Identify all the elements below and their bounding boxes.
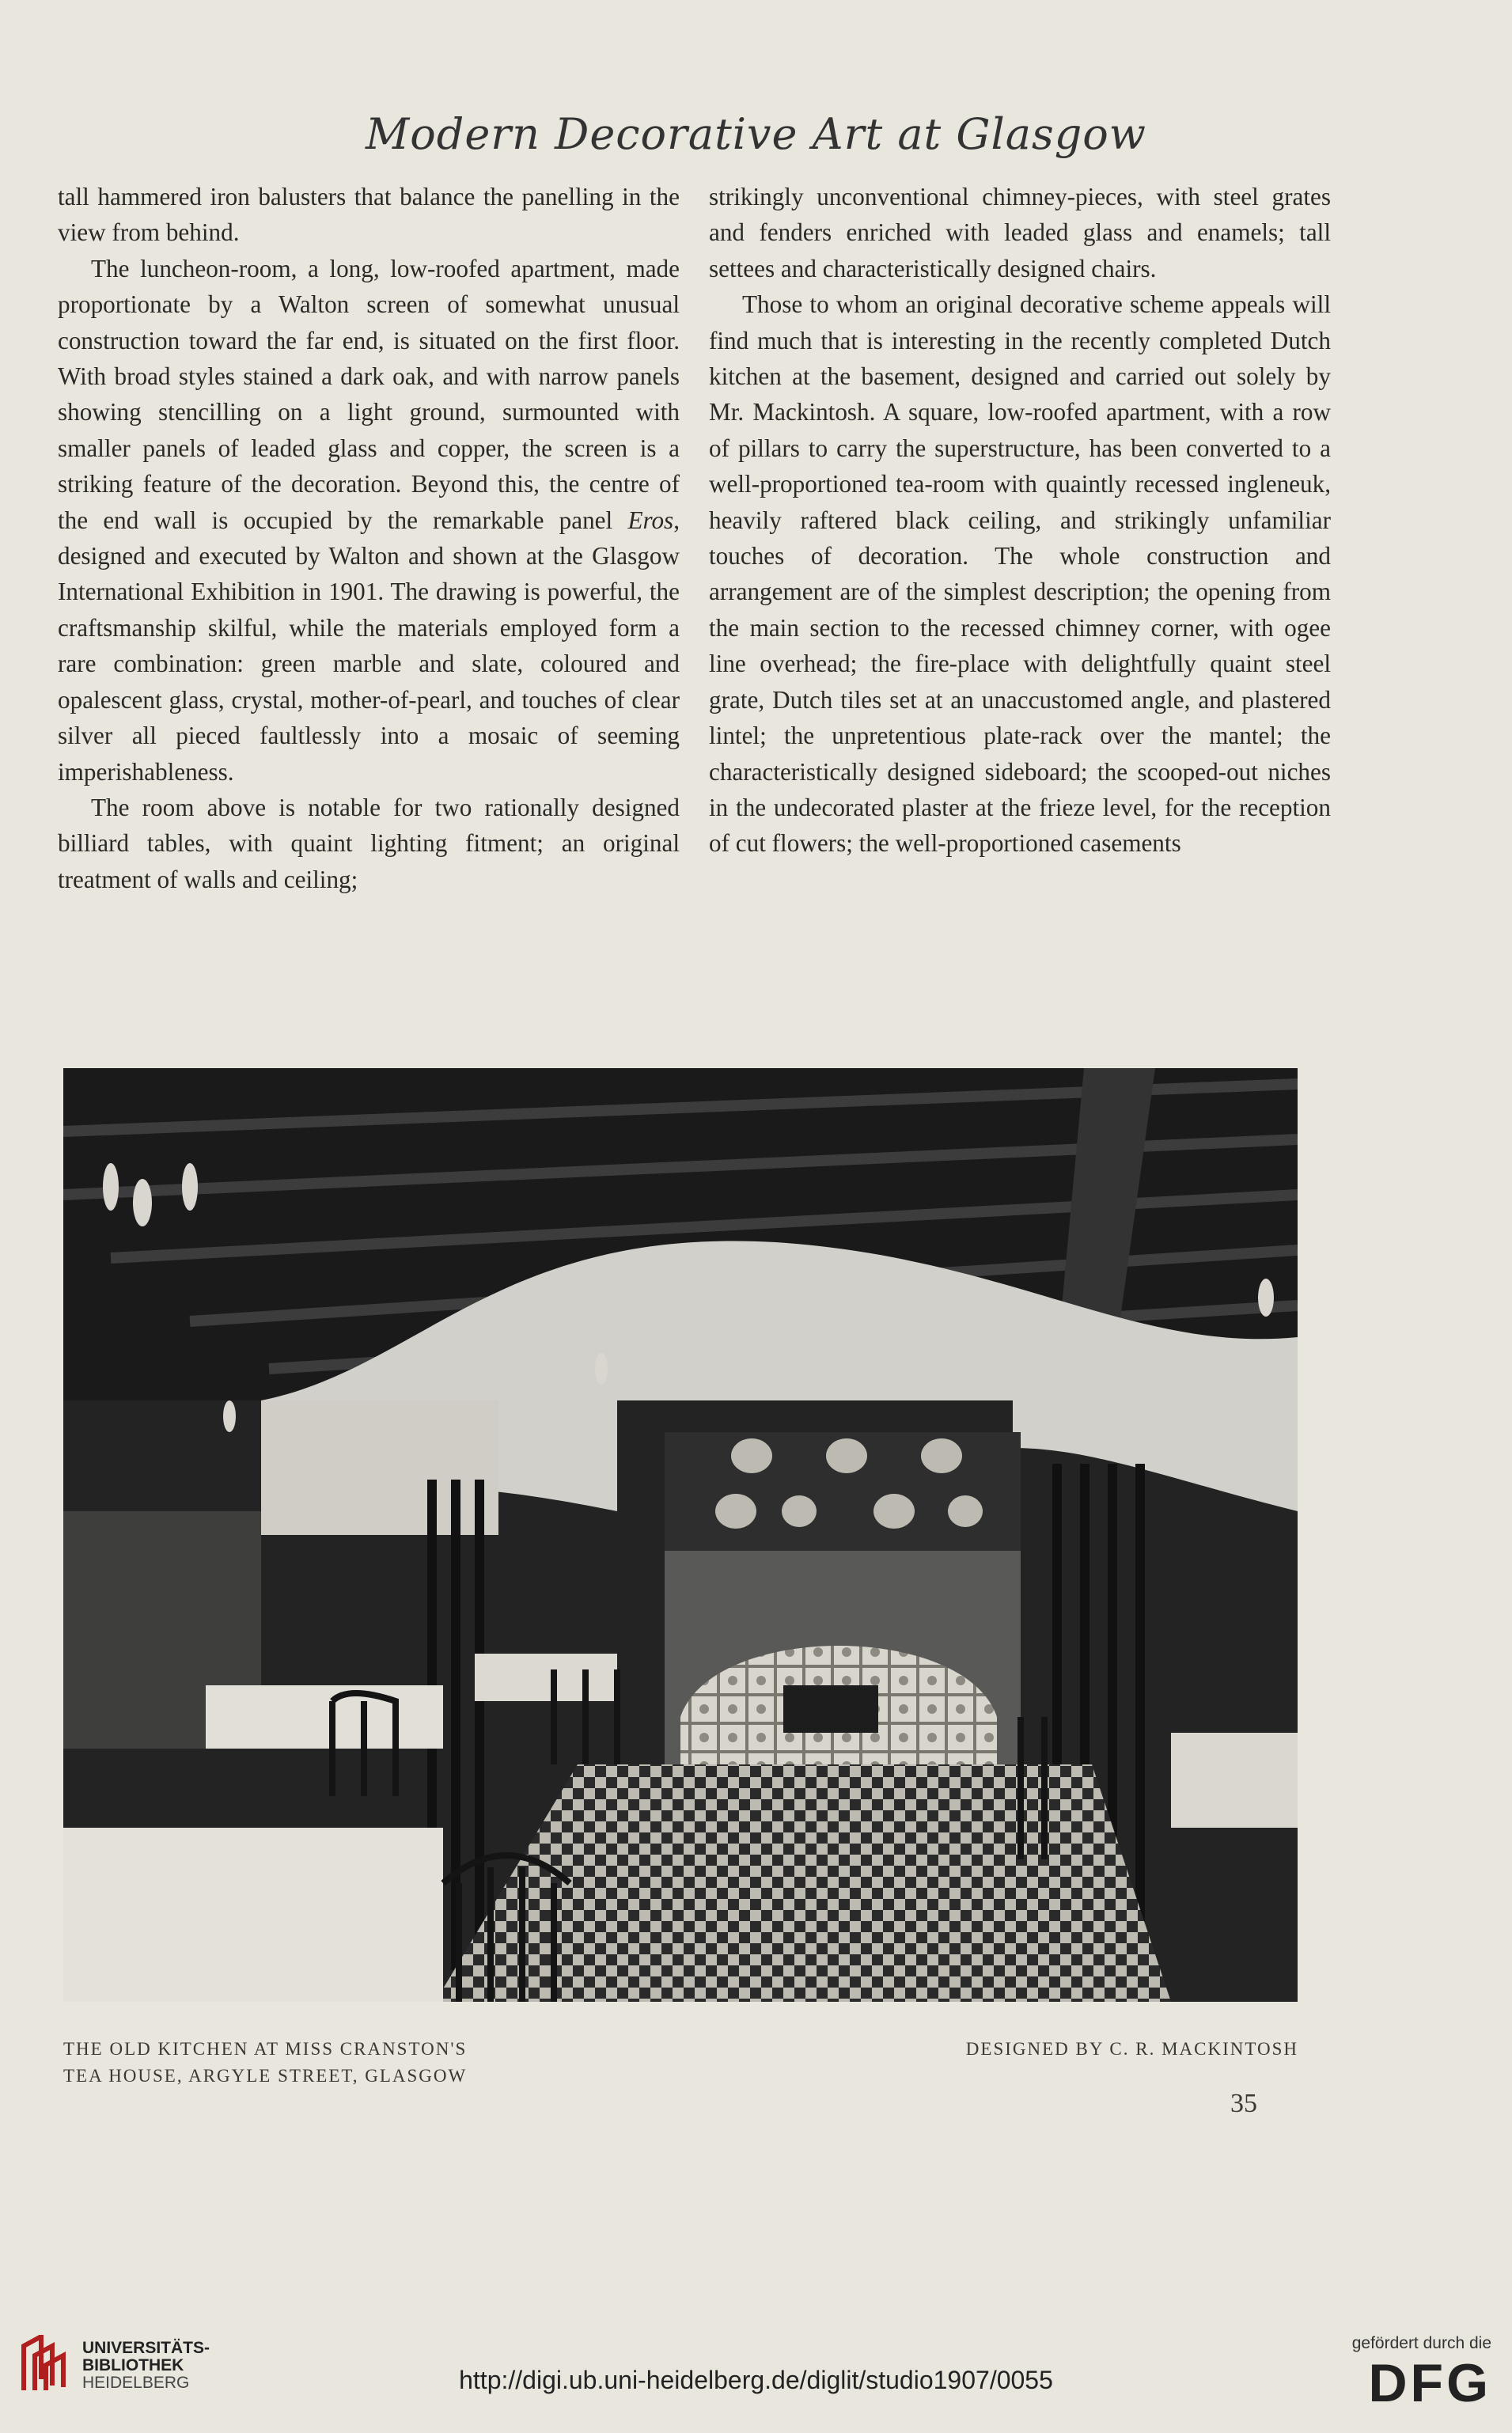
running-head: Modern Decorative Art at Glasgow — [365, 109, 1147, 159]
caption-line-2: TEA HOUSE, ARGYLE STREET, GLASGOW — [63, 2066, 468, 2086]
paragraph-2-text-b: , designed and executed by Walton and shown at the Glasgow International Exhibition in 1901. The drawing is powerful, the craftsmanship skilful, while the materials employed form a rare combination: green marble and slate, coloured and opalescent glass, crystal, mother-of-pearl, and touches of clear silver all pieced faultlessly into a mosaic of seeming imperishableness. — [58, 506, 680, 786]
paragraph-2-text-a: The luncheon-room, a long, low-roofed apartment, made proportionate by a Walton screen of somewhat unusual construction toward the far end, is situated on the first floor. With broad styles stained a dark oak, and with narrow panels showing stencilling on a light ground, surmounted with smaller panels of leaded glass and copper, the screen is a striking feature of the decoration. Beyond this, the centre of the end wall is occupied by the remarkable panel — [58, 254, 680, 534]
source-url-link[interactable]: http://digi.ub.uni-heidelberg.de/diglit/studio1907/0055 — [459, 2366, 1053, 2394]
page-number: 35 — [1230, 2089, 1257, 2118]
library-name-line-2: BIBLIOTHEK — [82, 2356, 184, 2374]
left-text-column — [58, 179, 680, 897]
paragraph-3: The room above is notable for two rationally designed billiard tables, with quaint lighting fitment; an original treatment of walls and ceiling; — [58, 793, 680, 893]
sponsor-block[interactable] — [1309, 2334, 1491, 2413]
caption-line-1: THE OLD KITCHEN AT MISS CRANSTON'S — [63, 2039, 468, 2059]
library-name-line-3: HEIDELBERG — [82, 2374, 190, 2392]
photograph-illustration — [63, 1068, 1298, 2002]
sponsor-label: gefördert durch die — [1351, 2334, 1491, 2352]
paragraph-5: Those to whom an original decorative scheme appeals will find much that is interesting in the recently completed Dutch kitchen at the basement, designed and carried out solely by Mr. Mackintosh. A square, low-roofed apartment, with a row of pillars to carry the superstructure, has been converted to a well-proportioned tea-room with quaintly recessed ingleneuk, heavily raftered black ceiling, and strikingly unfamiliar touches of decoration. The whole construction and arrangement are of the simplest description; the opening from the main section to the recessed chimney corner, with ogee line overhead; the fire-place with delightfully quaint steel grate, Dutch tiles set at an unaccustomed angle, and plastered lintel; the unpretentious plate-rack over the mantel; the characteristically designed sideboard; the scooped-out niches in the undecorated plaster at the frieze level, for the reception of cut flowers; the well-proportioned casements — [709, 290, 1331, 858]
caption-designer: DESIGNED BY C. R. MACKINTOSH — [965, 2039, 1298, 2059]
italic-title-eros: Eros — [627, 506, 674, 534]
kitchen-photograph — [63, 1068, 1298, 2002]
dfg-logo: DFG — [1368, 2353, 1491, 2413]
library-name-line-1: UNIVERSITÄTS- — [82, 2339, 210, 2357]
caption-left — [63, 2036, 467, 2090]
paragraph-2 — [58, 251, 680, 790]
right-text-column — [709, 179, 1331, 862]
paragraph-1: tall hammered iron balusters that balance the panelling in the view from behind. — [58, 183, 680, 247]
paragraph-4: strikingly unconventional chimney-pieces, with steel grates and fenders enriched with leaded glass and enamels; tall settees and characteristically designed chairs. — [709, 183, 1331, 282]
